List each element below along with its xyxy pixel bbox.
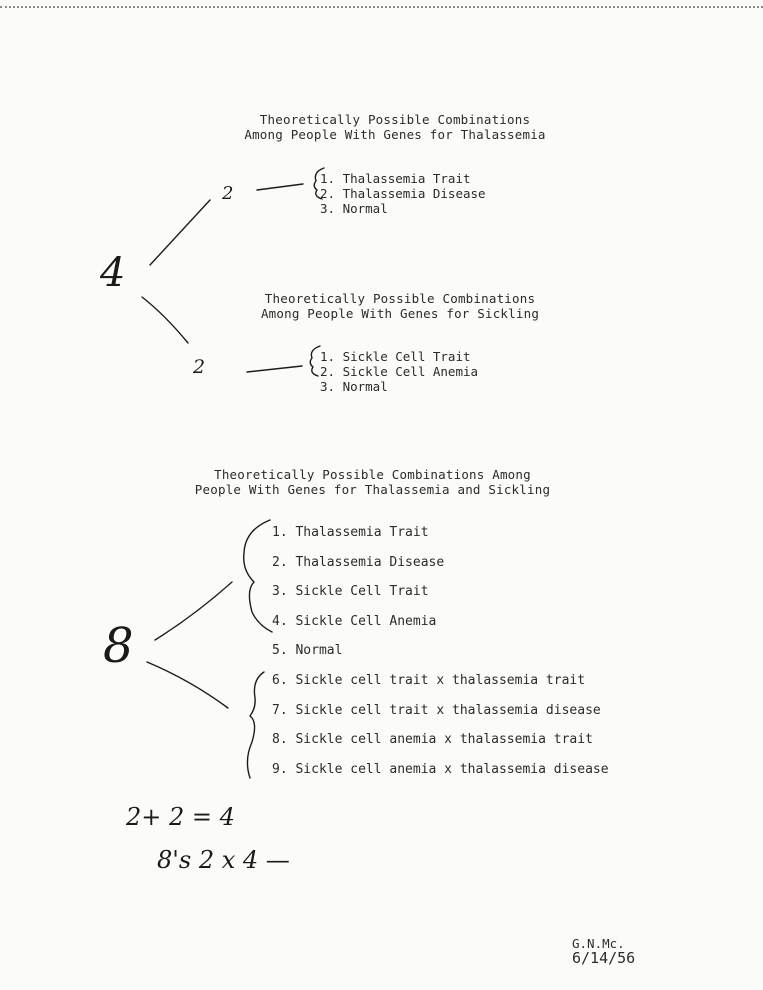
heading-thalassemia xyxy=(195,112,595,142)
branch-line xyxy=(147,662,228,708)
handwritten-two-bottom: 2 xyxy=(193,356,206,378)
heading-line: Theoretically Possible Combinations Among xyxy=(214,467,531,482)
list-item: 1. Sickle Cell Trait xyxy=(320,349,471,364)
brace xyxy=(310,346,320,376)
dash-line xyxy=(257,184,303,190)
list-item: 3. Normal xyxy=(320,379,388,394)
dash-line xyxy=(247,366,302,372)
list-item: 3. Normal xyxy=(320,201,388,216)
heading-line: Among People With Genes for Sickling xyxy=(260,306,540,321)
heading-sickling xyxy=(200,291,600,321)
list-item: 9. Sickle cell anemia x thalassemia disease xyxy=(272,761,609,777)
signature-block xyxy=(572,937,635,965)
list-item: 1. Thalassemia Trait xyxy=(320,171,471,186)
list-item: 8. Sickle cell anemia x thalassemia trait xyxy=(272,732,593,748)
handwritten-four: 4 xyxy=(100,250,126,296)
handwritten-eight: 8 xyxy=(103,618,134,674)
handwritten-two-top: 2 xyxy=(222,183,234,204)
combined-list xyxy=(272,518,609,784)
list-item: 2. Thalassemia Disease xyxy=(272,554,445,570)
heading-combined xyxy=(150,467,595,497)
heading-line: Theoretically Possible Combinations xyxy=(264,291,536,306)
list-item: 6. Sickle cell trait x thalassemia trait xyxy=(272,672,586,688)
branch-line xyxy=(155,582,232,640)
page-top-edge xyxy=(0,0,763,8)
author-initials: G.N.Mc. xyxy=(572,936,625,951)
list-item: 5. Normal xyxy=(272,643,343,659)
list-item: 2. Sickle Cell Anemia xyxy=(320,364,479,379)
brace xyxy=(247,672,264,778)
list-item: 1. Thalassemia Trait xyxy=(272,525,429,540)
list-item: 7. Sickle cell trait x thalassemia disease xyxy=(272,702,601,718)
list-item: 4. Sickle Cell Anemia xyxy=(272,613,437,629)
brace xyxy=(244,520,272,632)
heading-line: Among People With Genes for Thalassemia xyxy=(244,127,546,142)
sickling-list xyxy=(320,349,478,394)
handwritten-product: 8's 2 x 4 — xyxy=(157,846,290,874)
document-date: 6/14/56 xyxy=(572,949,636,967)
heading-line: People With Genes for Thalassemia and Sickling xyxy=(194,482,551,497)
list-item: 3. Sickle Cell Trait xyxy=(272,584,429,600)
heading-line: Theoretically Possible Combinations xyxy=(259,112,531,127)
branch-line xyxy=(142,297,188,343)
handwritten-sum: 2+ 2 = 4 xyxy=(126,803,235,831)
list-item: 2. Thalassemia Disease xyxy=(320,186,486,201)
thalassemia-list xyxy=(320,171,486,216)
branch-line xyxy=(150,200,210,265)
